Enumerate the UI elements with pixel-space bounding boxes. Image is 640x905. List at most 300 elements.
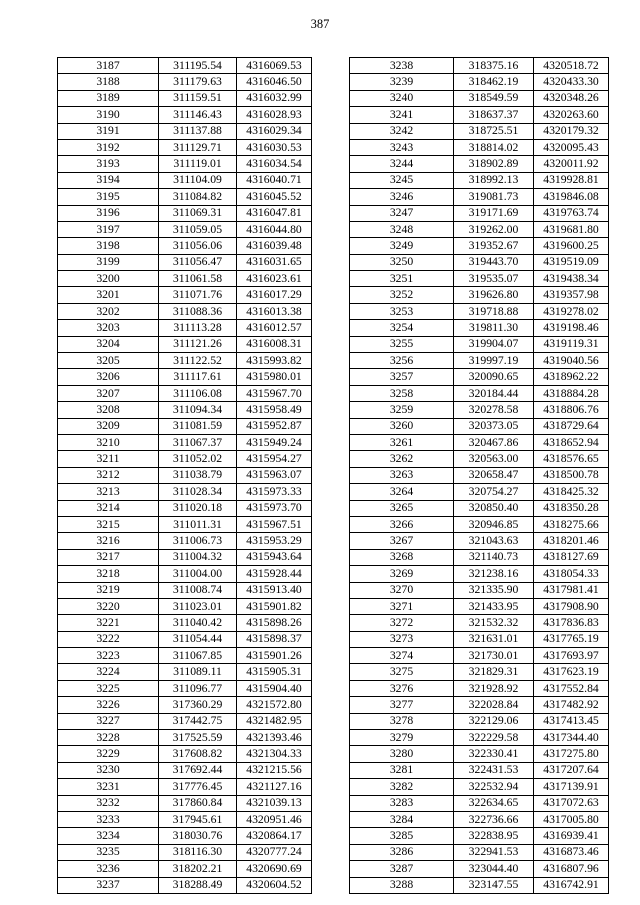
x-coordinate-cell: 318375.16 [454,58,534,74]
table-row [350,74,609,90]
x-coordinate-cell: 317442.75 [159,713,237,729]
x-coordinate-cell: 320373.05 [454,418,534,434]
table-row [58,533,312,549]
x-coordinate-cell: 311008.74 [159,582,237,598]
table-row [350,58,609,74]
point-number-cell: 3245 [350,172,454,188]
y-coordinate-cell: 4317623.19 [534,664,609,680]
point-number-cell: 3264 [350,484,454,500]
point-number-cell: 3272 [350,615,454,631]
point-number-cell: 3204 [58,336,159,352]
table-row [58,811,312,827]
x-coordinate-cell: 311061.58 [159,271,237,287]
point-number-cell: 3271 [350,598,454,614]
table-row [58,648,312,664]
y-coordinate-cell: 4319846.08 [534,189,609,205]
x-coordinate-cell: 318725.51 [454,123,534,139]
x-coordinate-cell: 318549.59 [454,90,534,106]
point-number-cell: 3196 [58,205,159,221]
y-coordinate-cell: 4320095.43 [534,139,609,155]
point-number-cell: 3227 [58,713,159,729]
table-row [350,205,609,221]
y-coordinate-cell: 4316023.61 [237,271,312,287]
y-coordinate-cell: 4315952.87 [237,418,312,434]
point-number-cell: 3260 [350,418,454,434]
point-number-cell: 3273 [350,631,454,647]
table-row [350,811,609,827]
table-row [58,271,312,287]
y-coordinate-cell: 4317981.41 [534,582,609,598]
y-coordinate-cell: 4319763.74 [534,205,609,221]
point-number-cell: 3288 [350,877,454,893]
x-coordinate-cell: 311159.51 [159,90,237,106]
point-number-cell: 3254 [350,320,454,336]
x-coordinate-cell: 318030.76 [159,828,237,844]
x-coordinate-cell: 311089.11 [159,664,237,680]
point-number-cell: 3205 [58,353,159,369]
table-row [350,828,609,844]
y-coordinate-cell: 4321304.33 [237,746,312,762]
x-coordinate-cell: 319626.80 [454,287,534,303]
x-coordinate-cell: 319262.00 [454,221,534,237]
point-number-cell: 3282 [350,779,454,795]
table-row [350,303,609,319]
y-coordinate-cell: 4316069.53 [237,58,312,74]
y-coordinate-cell: 4317344.40 [534,730,609,746]
point-number-cell: 3222 [58,631,159,647]
point-number-cell: 3190 [58,107,159,123]
point-number-cell: 3274 [350,648,454,664]
point-number-cell: 3194 [58,172,159,188]
table-row [350,549,609,565]
y-coordinate-cell: 4320864.17 [237,828,312,844]
point-number-cell: 3270 [350,582,454,598]
x-coordinate-cell: 311071.76 [159,287,237,303]
table-row [350,582,609,598]
point-number-cell: 3234 [58,828,159,844]
point-number-cell: 3212 [58,467,159,483]
x-coordinate-cell: 321238.16 [454,566,534,582]
table-row [58,713,312,729]
table-row [58,254,312,270]
y-coordinate-cell: 4316013.38 [237,303,312,319]
table-row [350,434,609,450]
y-coordinate-cell: 4319438.34 [534,271,609,287]
point-number-cell: 3268 [350,549,454,565]
table-row [350,533,609,549]
point-number-cell: 3216 [58,533,159,549]
x-coordinate-cell: 321140.73 [454,549,534,565]
x-coordinate-cell: 317360.29 [159,697,237,713]
x-coordinate-cell: 320658.47 [454,467,534,483]
point-number-cell: 3230 [58,762,159,778]
y-coordinate-cell: 4315993.82 [237,353,312,369]
page-number: 387 [310,17,330,31]
point-number-cell: 3198 [58,238,159,254]
point-number-cell: 3284 [350,811,454,827]
table-row [350,123,609,139]
y-coordinate-cell: 4316031.65 [237,254,312,270]
point-number-cell: 3219 [58,582,159,598]
table-row [58,779,312,795]
y-coordinate-cell: 4318054.33 [534,566,609,582]
y-coordinate-cell: 4316807.96 [534,861,609,877]
point-number-cell: 3225 [58,680,159,696]
y-coordinate-cell: 4317765.19 [534,631,609,647]
x-coordinate-cell: 320184.44 [454,385,534,401]
y-coordinate-cell: 4321482.95 [237,713,312,729]
y-coordinate-cell: 4316039.48 [237,238,312,254]
point-number-cell: 3242 [350,123,454,139]
point-number-cell: 3195 [58,189,159,205]
table-row [58,287,312,303]
table-row [350,385,609,401]
table-row [58,664,312,680]
table-row [350,697,609,713]
y-coordinate-cell: 4315967.70 [237,385,312,401]
x-coordinate-cell: 311137.88 [159,123,237,139]
x-coordinate-cell: 321335.90 [454,582,534,598]
x-coordinate-cell: 320850.40 [454,500,534,516]
y-coordinate-cell: 4315913.40 [237,582,312,598]
point-number-cell: 3189 [58,90,159,106]
table-row [58,467,312,483]
point-number-cell: 3285 [350,828,454,844]
x-coordinate-cell: 322129.06 [454,713,534,729]
x-coordinate-cell: 320278.58 [454,402,534,418]
table-row [58,205,312,221]
y-coordinate-cell: 4320433.30 [534,74,609,90]
y-coordinate-cell: 4316030.53 [237,139,312,155]
x-coordinate-cell: 319443.70 [454,254,534,270]
table-row [350,500,609,516]
table-row [58,385,312,401]
y-coordinate-cell: 4315980.01 [237,369,312,385]
point-number-cell: 3188 [58,74,159,90]
x-coordinate-cell: 311094.34 [159,402,237,418]
x-coordinate-cell: 311084.82 [159,189,237,205]
point-number-cell: 3224 [58,664,159,680]
point-number-cell: 3207 [58,385,159,401]
table-row [58,582,312,598]
x-coordinate-cell: 311088.36 [159,303,237,319]
x-coordinate-cell: 311121.26 [159,336,237,352]
y-coordinate-cell: 4319119.31 [534,336,609,352]
x-coordinate-cell: 311004.00 [159,566,237,582]
point-number-cell: 3228 [58,730,159,746]
x-coordinate-cell: 318202.21 [159,861,237,877]
y-coordinate-cell: 4320777.24 [237,844,312,860]
table-row [58,238,312,254]
y-coordinate-cell: 4319278.02 [534,303,609,319]
point-number-cell: 3240 [350,90,454,106]
y-coordinate-cell: 4316742.91 [534,877,609,893]
table-row [58,516,312,532]
point-number-cell: 3258 [350,385,454,401]
table-row [58,598,312,614]
y-coordinate-cell: 4316028.93 [237,107,312,123]
x-coordinate-cell: 319352.67 [454,238,534,254]
point-number-cell: 3213 [58,484,159,500]
coordinates-table-left [57,57,312,894]
y-coordinate-cell: 4317275.80 [534,746,609,762]
y-coordinate-cell: 4318275.66 [534,516,609,532]
point-number-cell: 3236 [58,861,159,877]
point-number-cell: 3206 [58,369,159,385]
x-coordinate-cell: 311096.77 [159,680,237,696]
point-number-cell: 3250 [350,254,454,270]
table-row [58,353,312,369]
point-number-cell: 3280 [350,746,454,762]
x-coordinate-cell: 319811.30 [454,320,534,336]
point-number-cell: 3231 [58,779,159,795]
point-number-cell: 3191 [58,123,159,139]
y-coordinate-cell: 4319040.56 [534,353,609,369]
x-coordinate-cell: 311011.31 [159,516,237,532]
point-number-cell: 3197 [58,221,159,237]
point-number-cell: 3237 [58,877,159,893]
table-row [350,107,609,123]
point-number-cell: 3262 [350,451,454,467]
y-coordinate-cell: 4316044.80 [237,221,312,237]
point-number-cell: 3241 [350,107,454,123]
x-coordinate-cell: 311052.02 [159,451,237,467]
x-coordinate-cell: 311106.08 [159,385,237,401]
table-row [58,697,312,713]
point-number-cell: 3218 [58,566,159,582]
y-coordinate-cell: 4318962.22 [534,369,609,385]
point-number-cell: 3248 [350,221,454,237]
point-number-cell: 3259 [350,402,454,418]
x-coordinate-cell: 311023.01 [159,598,237,614]
table-row [350,844,609,860]
table-row [350,238,609,254]
y-coordinate-cell: 4315901.82 [237,598,312,614]
x-coordinate-cell: 319997.19 [454,353,534,369]
point-number-cell: 3235 [58,844,159,860]
x-coordinate-cell: 322634.65 [454,795,534,811]
y-coordinate-cell: 4316939.41 [534,828,609,844]
table-row [350,680,609,696]
y-coordinate-cell: 4316873.46 [534,844,609,860]
point-number-cell: 3233 [58,811,159,827]
point-number-cell: 3269 [350,566,454,582]
table-row [58,451,312,467]
y-coordinate-cell: 4316012.57 [237,320,312,336]
point-number-cell: 3279 [350,730,454,746]
x-coordinate-cell: 319718.88 [454,303,534,319]
point-number-cell: 3232 [58,795,159,811]
x-coordinate-cell: 320090.65 [454,369,534,385]
y-coordinate-cell: 4315905.31 [237,664,312,680]
y-coordinate-cell: 4316008.31 [237,336,312,352]
table-row [350,254,609,270]
y-coordinate-cell: 4317552.84 [534,680,609,696]
x-coordinate-cell: 311117.61 [159,369,237,385]
x-coordinate-cell: 311104.09 [159,172,237,188]
table-row [350,877,609,893]
table-row [58,58,312,74]
point-number-cell: 3217 [58,549,159,565]
x-coordinate-cell: 317945.61 [159,811,237,827]
y-coordinate-cell: 4318425.32 [534,484,609,500]
point-number-cell: 3247 [350,205,454,221]
table-row [58,484,312,500]
table-row [58,189,312,205]
y-coordinate-cell: 4320011.92 [534,156,609,172]
x-coordinate-cell: 311195.54 [159,58,237,74]
y-coordinate-cell: 4315954.27 [237,451,312,467]
table-row [58,90,312,106]
table-row [58,123,312,139]
table-row [350,664,609,680]
x-coordinate-cell: 322838.95 [454,828,534,844]
table-row [58,631,312,647]
point-number-cell: 3275 [350,664,454,680]
table-row [350,221,609,237]
table-row [350,746,609,762]
x-coordinate-cell: 317776.45 [159,779,237,795]
x-coordinate-cell: 311081.59 [159,418,237,434]
y-coordinate-cell: 4320951.46 [237,811,312,827]
x-coordinate-cell: 321433.95 [454,598,534,614]
y-coordinate-cell: 4319681.80 [534,221,609,237]
x-coordinate-cell: 318902.89 [454,156,534,172]
y-coordinate-cell: 4315949.24 [237,434,312,450]
x-coordinate-cell: 318462.19 [454,74,534,90]
y-coordinate-cell: 4316029.34 [237,123,312,139]
x-coordinate-cell: 323147.55 [454,877,534,893]
point-number-cell: 3215 [58,516,159,532]
table-row [350,402,609,418]
table-row [350,516,609,532]
table-row [58,730,312,746]
point-number-cell: 3252 [350,287,454,303]
y-coordinate-cell: 4318729.64 [534,418,609,434]
x-coordinate-cell: 311006.73 [159,533,237,549]
x-coordinate-cell: 321829.31 [454,664,534,680]
table-row [58,500,312,516]
y-coordinate-cell: 4318884.28 [534,385,609,401]
y-coordinate-cell: 4315953.29 [237,533,312,549]
table-row [350,189,609,205]
y-coordinate-cell: 4320348.26 [534,90,609,106]
point-number-cell: 3263 [350,467,454,483]
point-number-cell: 3255 [350,336,454,352]
table-row [58,402,312,418]
x-coordinate-cell: 311146.43 [159,107,237,123]
point-number-cell: 3192 [58,139,159,155]
table-row [350,631,609,647]
table-row [350,648,609,664]
x-coordinate-cell: 311067.85 [159,648,237,664]
x-coordinate-cell: 311129.71 [159,139,237,155]
point-number-cell: 3239 [350,74,454,90]
x-coordinate-cell: 318288.49 [159,877,237,893]
x-coordinate-cell: 321532.32 [454,615,534,631]
point-number-cell: 3211 [58,451,159,467]
x-coordinate-cell: 311119.01 [159,156,237,172]
x-coordinate-cell: 319171.69 [454,205,534,221]
coordinates-table-right [349,57,609,894]
x-coordinate-cell: 321928.92 [454,680,534,696]
table-row [58,107,312,123]
x-coordinate-cell: 311056.47 [159,254,237,270]
x-coordinate-cell: 311020.18 [159,500,237,516]
point-number-cell: 3265 [350,500,454,516]
point-number-cell: 3223 [58,648,159,664]
y-coordinate-cell: 4320690.69 [237,861,312,877]
table-row [58,172,312,188]
y-coordinate-cell: 4315898.26 [237,615,312,631]
y-coordinate-cell: 4317072.63 [534,795,609,811]
y-coordinate-cell: 4319600.25 [534,238,609,254]
x-coordinate-cell: 318814.02 [454,139,534,155]
table-row [350,484,609,500]
x-coordinate-cell: 320467.86 [454,434,534,450]
y-coordinate-cell: 4316032.99 [237,90,312,106]
point-number-cell: 3253 [350,303,454,319]
table-row [350,779,609,795]
point-number-cell: 3246 [350,189,454,205]
table-row [58,615,312,631]
y-coordinate-cell: 4318652.94 [534,434,609,450]
point-number-cell: 3201 [58,287,159,303]
y-coordinate-cell: 4317005.80 [534,811,609,827]
y-coordinate-cell: 4318806.76 [534,402,609,418]
y-coordinate-cell: 4318500.78 [534,467,609,483]
point-number-cell: 3221 [58,615,159,631]
table-row [350,566,609,582]
table-row [58,861,312,877]
table-row [350,369,609,385]
x-coordinate-cell: 322330.41 [454,746,534,762]
y-coordinate-cell: 4321393.46 [237,730,312,746]
x-coordinate-cell: 311069.31 [159,205,237,221]
y-coordinate-cell: 4316040.71 [237,172,312,188]
y-coordinate-cell: 4316017.29 [237,287,312,303]
x-coordinate-cell: 311054.44 [159,631,237,647]
y-coordinate-cell: 4318127.69 [534,549,609,565]
table-row [350,139,609,155]
table-row [350,451,609,467]
x-coordinate-cell: 322229.58 [454,730,534,746]
y-coordinate-cell: 4318576.65 [534,451,609,467]
y-coordinate-cell: 4318201.46 [534,533,609,549]
x-coordinate-cell: 322028.84 [454,697,534,713]
point-number-cell: 3202 [58,303,159,319]
point-number-cell: 3187 [58,58,159,74]
point-number-cell: 3261 [350,434,454,450]
table-row [58,303,312,319]
table-row [58,762,312,778]
table-row [350,336,609,352]
y-coordinate-cell: 4320604.52 [237,877,312,893]
x-coordinate-cell: 322532.94 [454,779,534,795]
x-coordinate-cell: 311028.34 [159,484,237,500]
x-coordinate-cell: 311004.32 [159,549,237,565]
x-coordinate-cell: 311179.63 [159,74,237,90]
y-coordinate-cell: 4317207.64 [534,762,609,778]
x-coordinate-cell: 323044.40 [454,861,534,877]
y-coordinate-cell: 4317908.90 [534,598,609,614]
table-row [58,139,312,155]
table-row [58,844,312,860]
x-coordinate-cell: 322736.66 [454,811,534,827]
table-row [350,861,609,877]
point-number-cell: 3226 [58,697,159,713]
table-row [58,320,312,336]
